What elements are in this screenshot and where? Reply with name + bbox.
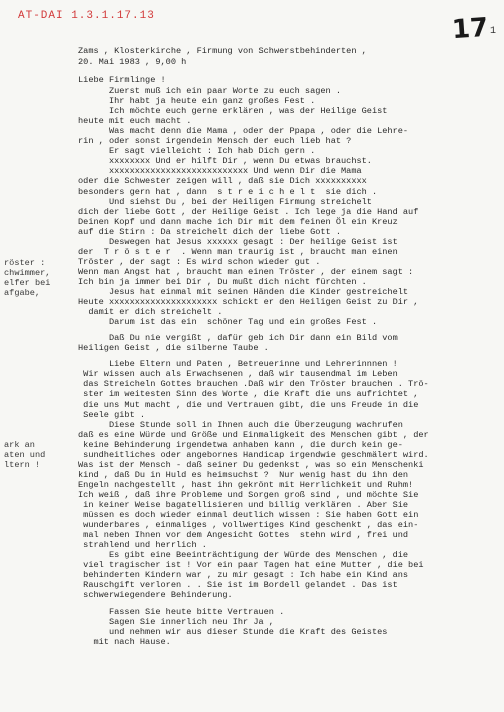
text-line: damit er dich streichelt . [78,307,223,318]
text-line: Diese Stunde soll in Ihnen auch die Überzeugung wachrufen [78,419,403,430]
text-line: heute mit euch macht . [78,116,192,127]
margin-note: aten und [4,450,46,460]
text-line: Deswegen hat Jesus xxxxxx gesagt : Der heilige Geist ist [78,236,398,247]
text-line: xxxxxxxx Und er hilft Dir , wenn Du etwas brauchst. [78,156,372,167]
text-line: Sagen Sie innerlich neu Ihr Ja , [78,616,274,627]
text-line: wunderbares , einmaliges , vollwertiges Kind geschenkt , das ein- [78,520,419,531]
margin-note: ark an [4,440,35,450]
text-line: behinderten Kindern war , zu mir gesagt : Ich habe ein Kind ans [78,570,409,581]
text-line: Engeln nachgestellt , hast ihn gekrönt mit Herrlichkeit und Ruhm! [78,479,414,490]
text-line: Daß Du nie vergißt , dafür geb ich Dir dann ein Bild vom [78,333,398,344]
margin-note: ltern ! [4,460,41,470]
text-line: Deinen Kopf und dann mache ich Dir mit dem feinen Öl ein Kreuz [78,216,398,227]
text-line: Jesus hat einmal mit seinen Händen die Kinder gestreichelt [78,287,409,297]
text-line: Ihr habt ja heute ein ganz großes Fest . [78,96,316,107]
text-line: Liebe Firmlinge ! [78,75,166,85]
text-line: Heiligen Geist , die silberne Taube . [78,343,269,354]
text-line: Seele gibt . [78,409,146,420]
text-line: Und siehst Du , bei der Heiligen Firmung streichelt [78,196,372,207]
text-line: sundheitliches oder angebornes Handicap irgendwie geschmälert wird. [78,449,429,460]
text-line: Zuerst muß ich ein paar Worte zu euch sagen . [78,86,342,96]
text-line: Er sagt vielleicht : Ich hab Dich gern . [78,146,316,157]
margin-note: chwimmer, [4,268,51,278]
text-line: Tröster , der sagt : Es wird schon wieder gut . [78,256,321,267]
text-line: strahlend und herrlich . [78,540,207,551]
page-number: 17 [450,12,490,46]
text-line: Zams , Klosterkirche , Firmung von Schwerstbehinderten , [78,46,367,56]
text-line: der T r ö s t e r . Wenn man traurig ist , braucht man einen [78,246,398,257]
text-line: besonders gern hat , dann s t r e i c h e l t sie dich . [78,186,378,197]
text-line: Heute xxxxxxxxxxxxxxxxxxxxx schickt er den Heiligen Geist zu Dir , [78,297,419,308]
text-line: 20. Mai 1983 , 9,00 h [78,57,187,67]
tick-mark: 1 [490,26,497,37]
text-line: ster im weitesten Sinn des Worte , die Kraft die uns aufrichtet , [78,389,419,400]
text-line: Was ist der Mensch - daß seiner Du gedenkst , was so ein Menschenki [78,459,424,470]
text-line: in keiner Weise bagatellisieren und billig verklären . Aber Sie [78,500,409,510]
text-line: Wenn man Angst hat , braucht man einen Tröster , der einem sagt : [78,266,414,277]
text-line: Liebe Eltern und Paten , Betreuerinne und Lehrerinnnen ! [78,359,398,370]
text-line: kind , daß Du in Huld es heimsuchst ? Nur wenig hast du ihn den [78,469,409,480]
text-line: rin , oder sonst irgendein Mensch der euch lieb hat ? [78,136,352,147]
text-line: auf die Stirn : Da streichelt dich der liebe Gott . [78,226,342,237]
text-line: Fassen Sie heute bitte Vertrauen . [78,606,285,617]
text-line: das Streicheln Gottes brauchen .Daß wir den Tröster brauchen . Trö- [78,379,429,390]
text-line: Ich weiß , daß ihre Probleme und Sorgen groß sind , und möchte Sie [78,489,419,500]
text-line: Wir wissen auch als Erwachsenen , daß wir tausendmal im Leben [78,369,398,380]
margin-note: afgabe, [4,288,41,298]
text-line: Es gibt eine Beeinträchtigung der Würde des Menschen , die [78,550,409,561]
margin-note: röster : [4,258,46,268]
text-line: mal neben Ihnen vor dem Angesicht Gottes stehn wird , frei und [78,530,409,541]
text-line: Ich bin ja immer bei Dir , Du mußt dich nicht fürchten . [78,276,367,287]
text-line: keine Behinderung irgendetwa anhaben kann , die durch kein ge- [78,439,403,450]
text-line: mit nach Hause. [78,636,171,647]
text-line: müssen es doch wieder einmal deutlich wissen : Sie haben Gott ein [78,510,419,521]
archive-stamp: AT-DAI 1.3.1.17.13 [18,10,155,22]
text-line: daß es eine Würde und Größe und Einmaligkeit des Menschen gibt , der [78,429,429,440]
text-line: viel tragischer ist ! Vor ein paar Tagen hat eine Mutter , die bei [78,560,424,571]
text-line: schwerwiegendere Behinderung. [78,590,233,601]
text-line: die uns Mut macht , die und Vertrauen gibt, die uns Freude in die [78,399,419,410]
text-line: dich der liebe Gott , der Heilige Geist . Ich lege ja die Hand auf [78,206,419,217]
text-line: Rauschgift verloren . . Sie ist im Bordell gelandet . Das ist [78,580,398,591]
text-line: Ich möchte euch gerne erklären , was der Heilige Geist [78,106,388,117]
margin-note: elfer bei [4,278,51,288]
text-line: und nehmen wir aus dieser Stunde die Kraft des Geistes [78,626,388,637]
text-line: oder die Schwester zeigen will , daß sie Dich xxxxxxxxxx [78,176,367,187]
text-line: Was macht denn die Mama , oder der Ppapa , oder die Lehre- [78,126,409,137]
text-line: xxxxxxxxxxxxxxxxxxxxxxxxxxx Und wenn Dir die Mama [78,166,362,177]
text-line: Darum ist das ein schöner Tag und ein großes Fest . [78,317,378,328]
